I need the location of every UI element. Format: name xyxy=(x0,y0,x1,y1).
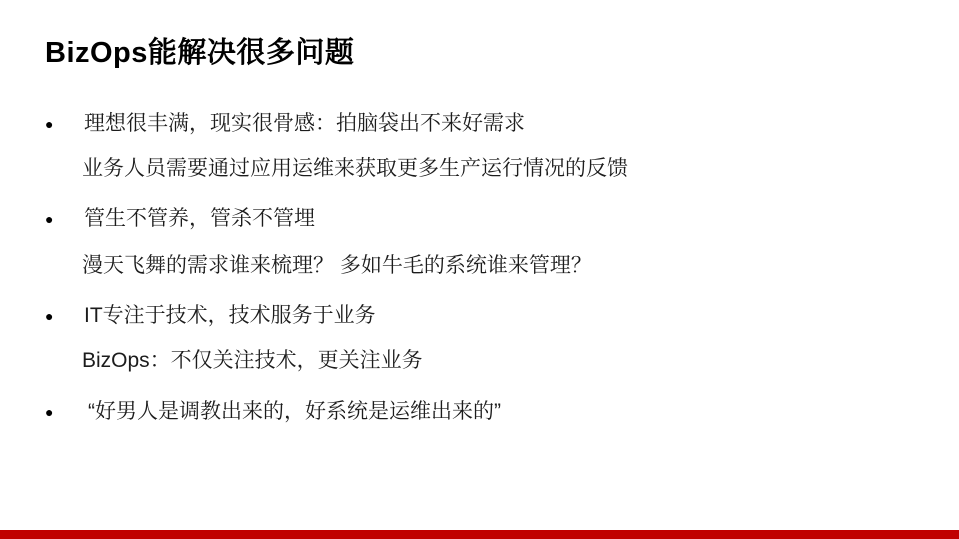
bullet-icon: ● xyxy=(45,404,54,420)
bullet-text: 管生不管养，管杀不管埋 xyxy=(84,207,315,230)
bullet-icon: ● xyxy=(45,211,54,227)
bullet-subtext: 漫天飞舞的需求谁来梳理？ 多如牛毛的系统谁来管理？ xyxy=(82,254,592,277)
bullet-subtext-row xyxy=(82,347,423,375)
bullet-item xyxy=(45,302,376,330)
bullet-icon: ● xyxy=(45,116,54,132)
bullet-subtext-row xyxy=(82,155,628,183)
bullet-subtext: 业务人员需要通过应用运维来获取更多生产运行情况的反馈 xyxy=(82,157,628,180)
bullet-text: 理想很丰满，现实很骨感：拍脑袋出不来好需求 xyxy=(84,112,525,135)
bullet-icon: ● xyxy=(45,308,54,324)
bullet-item xyxy=(45,110,525,138)
bullet-item xyxy=(45,398,501,426)
footer-accent-bar xyxy=(0,530,959,539)
page-title: BizOps能解决很多问题 xyxy=(45,37,355,69)
bullet-subtext: BizOps：不仅关注技术，更关注业务 xyxy=(82,349,423,372)
bullet-quote-text: “好男人是调教出来的，好系统是运维出来的” xyxy=(88,400,501,423)
bullet-item xyxy=(45,205,315,233)
bullet-text: IT专注于技术，技术服务于业务 xyxy=(84,304,376,327)
bullet-subtext-row xyxy=(82,252,592,280)
